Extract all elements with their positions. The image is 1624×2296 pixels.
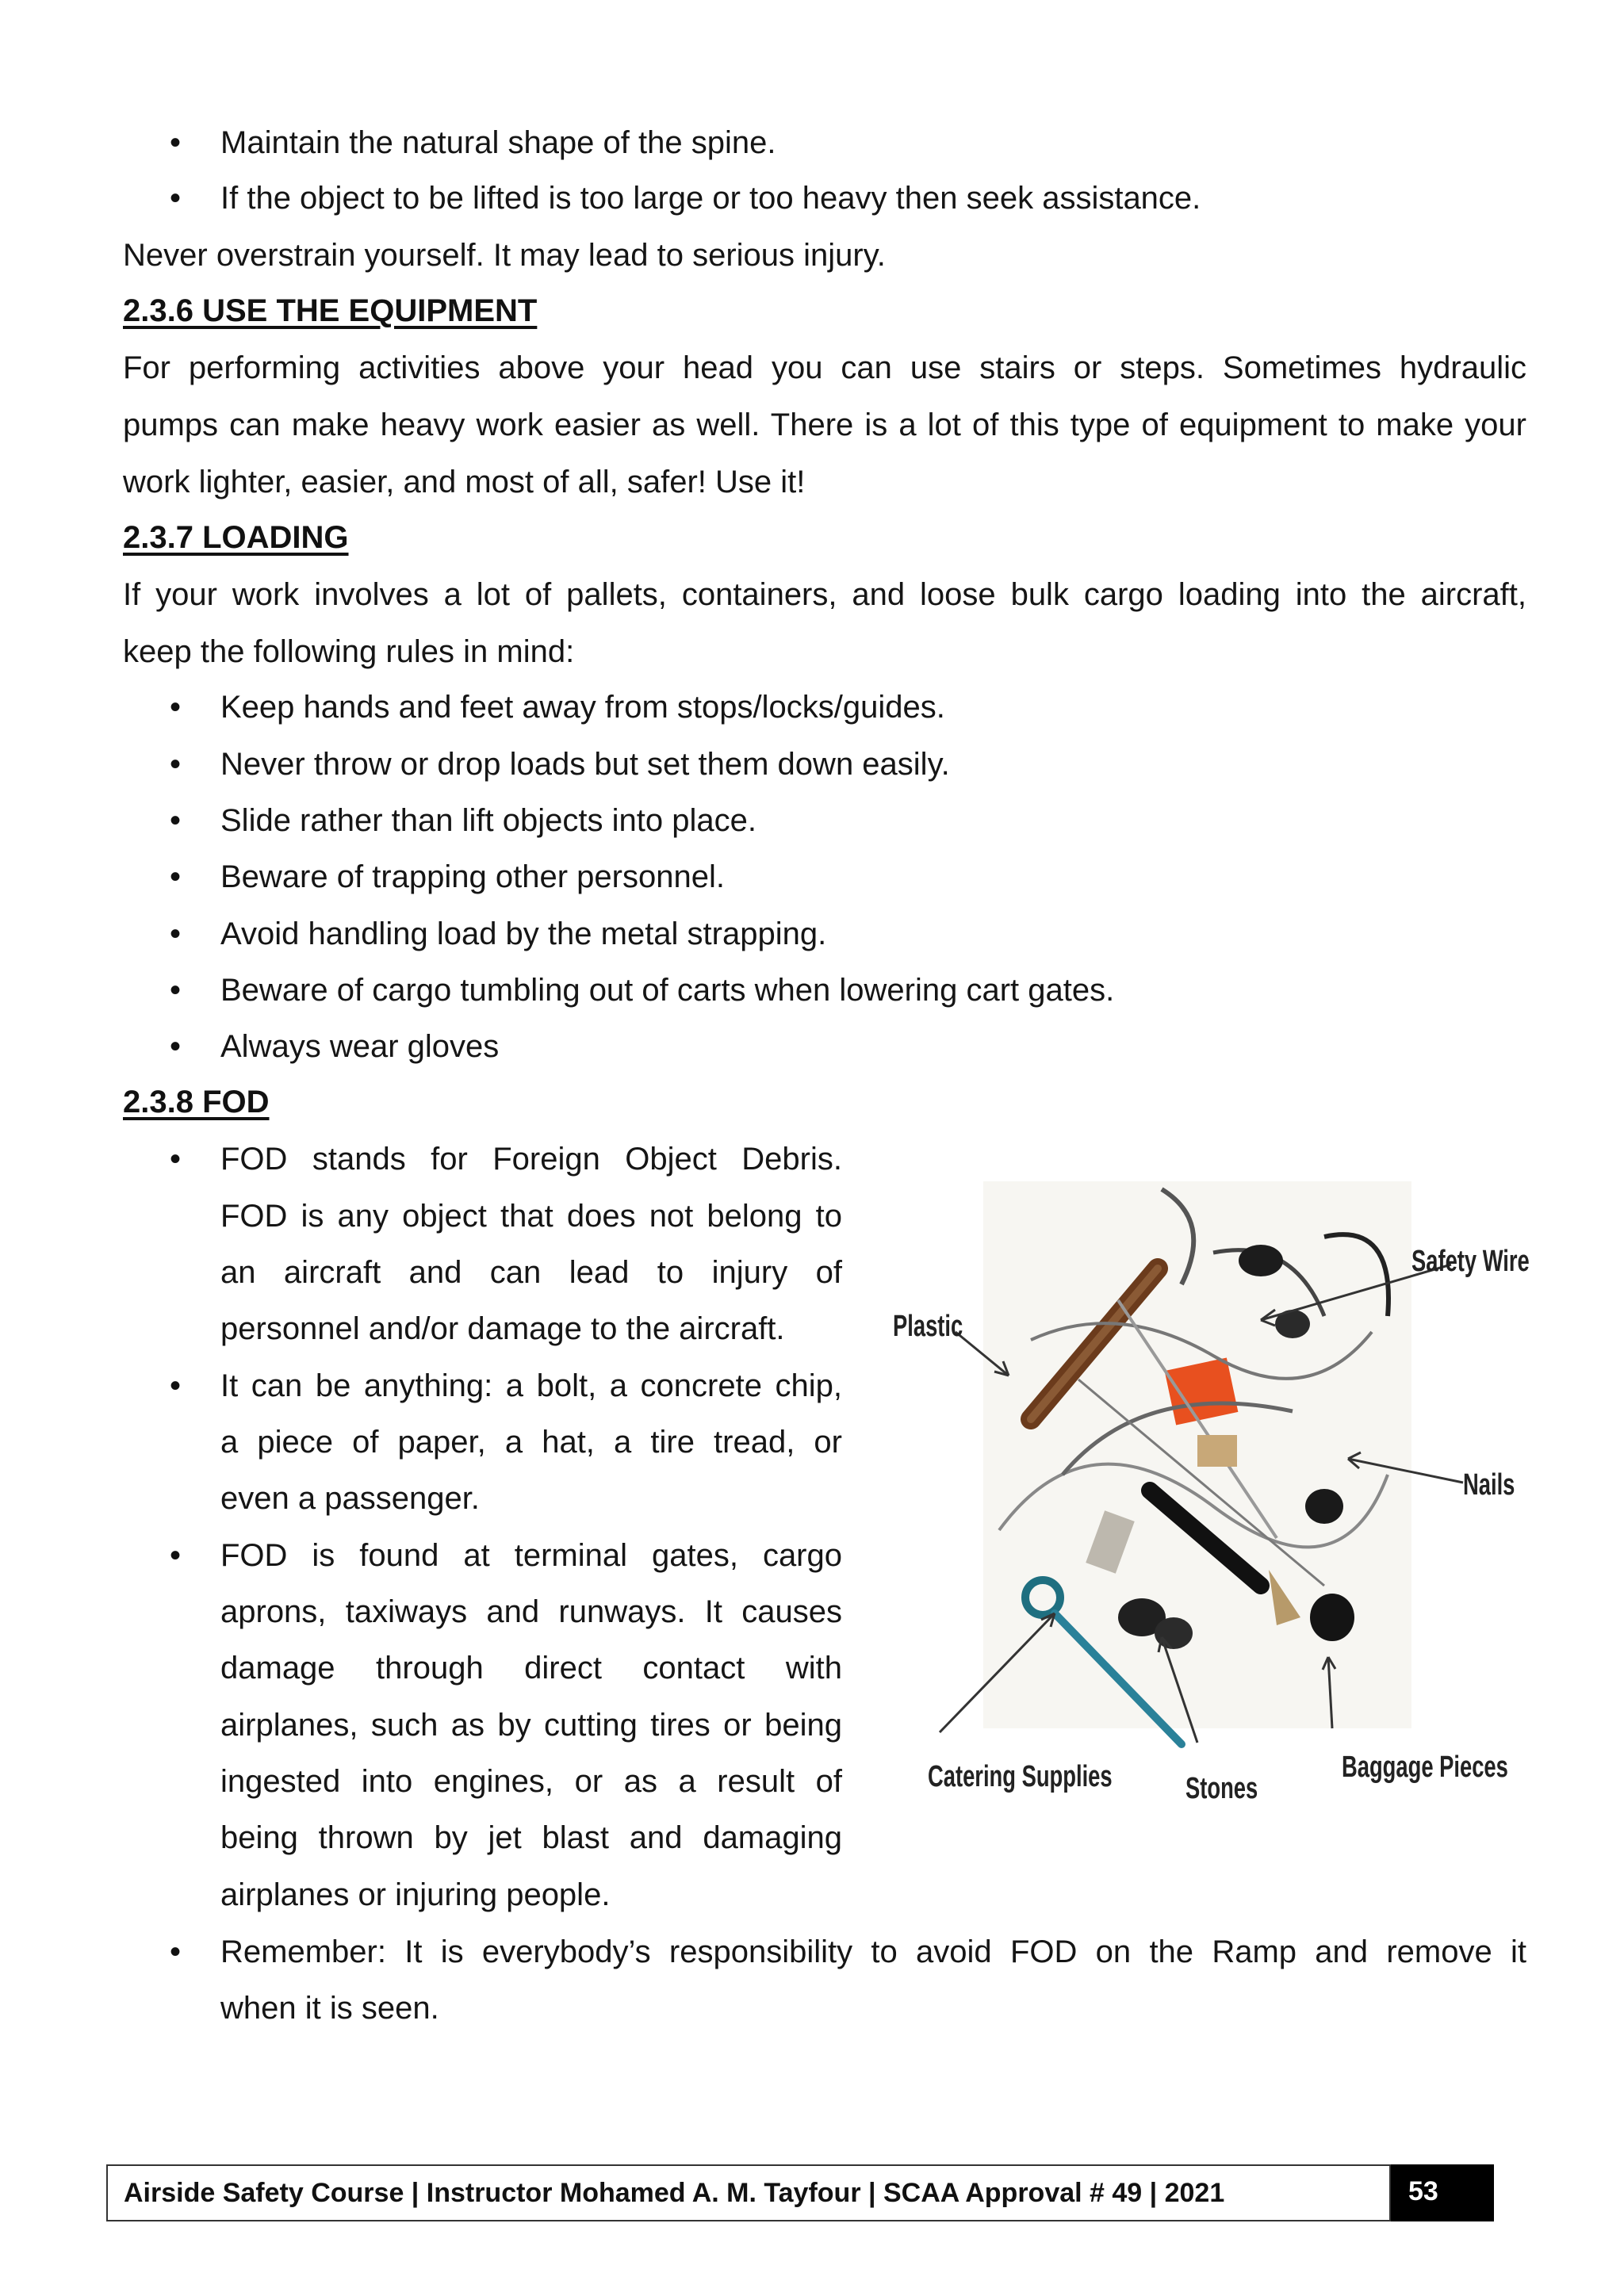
fod-text-line: Remember: It is everybody’s responsibility to avoid FOD on the Ramp and remove it — [220, 1934, 1526, 1969]
section-heading-2-3-6: 2.3.6 USE THE EQUIPMENT — [123, 293, 538, 328]
fod-text-line: aprons, taxiways and runways. It causes — [220, 1594, 842, 1629]
bullet-marker: • — [170, 690, 182, 725]
label-plastic: Plastic — [893, 1310, 963, 1343]
fod-text-line: damage through direct contact with — [220, 1651, 842, 1686]
fod-debris-figure — [880, 1173, 1538, 1823]
fod-text-line: It can be anything: a bolt, a concrete chip, — [220, 1368, 842, 1403]
bullet-marker: • — [170, 859, 182, 894]
bullet-marker: • — [170, 125, 182, 160]
paragraph-line: keep the following rules in mind: — [123, 634, 575, 669]
bullet-marker: • — [170, 916, 182, 951]
paragraph-line: work lighter, easier, and most of all, safer! Use it! — [123, 465, 806, 499]
fod-text-line: airplanes or injuring people. — [220, 1877, 611, 1912]
fod-text-line: even a passenger. — [220, 1481, 480, 1516]
paragraph-line: pumps can make heavy work easier as well. There is a lot of this type of equipment to make your — [123, 408, 1526, 442]
label-baggage-pieces: Baggage Pieces — [1342, 1751, 1508, 1784]
fod-text-line: FOD is found at terminal gates, cargo — [220, 1538, 842, 1573]
bullet-marker: • — [170, 181, 182, 216]
fod-text-line: ingested into engines, or as a result of — [220, 1764, 842, 1799]
fod-text-line: being thrown by jet blast and damaging — [220, 1820, 842, 1855]
bullet-text: Slide rather than lift objects into place. — [220, 803, 756, 838]
footer-text: Airside Safety Course | Instructor Mohamed A. M. Tayfour | SCAA Approval # 49 | 2021 — [124, 2178, 1225, 2208]
bullet-marker: • — [170, 1538, 182, 1573]
fod-text-line: an aircraft and can lead to injury of — [220, 1255, 842, 1290]
bullet-text: Beware of trapping other personnel. — [220, 859, 725, 894]
bullet-marker: • — [170, 747, 182, 782]
bullet-text: Avoid handling load by the metal strapping. — [220, 916, 827, 951]
bullet-text: If the object to be lifted is too large or too heavy then seek assistance. — [220, 181, 1201, 216]
bullet-text: Keep hands and feet away from stops/locks/guides. — [220, 690, 945, 725]
page-number-box — [1391, 2164, 1494, 2221]
section-heading-2-3-7: 2.3.7 LOADING — [123, 520, 349, 555]
fod-text-line: FOD is any object that does not belong to — [220, 1199, 842, 1234]
bullet-marker: • — [170, 803, 182, 838]
bullet-marker: • — [170, 1142, 182, 1177]
fod-text-line: airplanes, such as by cutting tires or being — [220, 1708, 842, 1743]
fod-text-line: FOD stands for Foreign Object Debris. — [220, 1142, 842, 1177]
paragraph-line: For performing activities above your head you can use stairs or steps. Sometimes hydraulic — [123, 350, 1526, 385]
bullet-text: Always wear gloves — [220, 1029, 500, 1064]
label-stones: Stones — [1185, 1772, 1258, 1805]
fod-text-line: personnel and/or damage to the aircraft. — [220, 1311, 785, 1346]
bullet-text: Never throw or drop loads but set them down easily. — [220, 747, 950, 782]
label-nails: Nails — [1463, 1468, 1515, 1502]
bullet-text: Maintain the natural shape of the spine. — [220, 125, 776, 160]
footer — [106, 2164, 1391, 2221]
bullet-text: Beware of cargo tumbling out of carts when lowering cart gates. — [220, 973, 1115, 1008]
body-text: Never overstrain yourself. It may lead to serious injury. — [123, 238, 886, 273]
bullet-marker: • — [170, 1368, 182, 1403]
label-catering-supplies: Catering Supplies — [928, 1760, 1113, 1793]
bullet-marker: • — [170, 1934, 182, 1969]
bullet-marker: • — [170, 973, 182, 1008]
label-safety-wire: Safety Wire — [1411, 1245, 1530, 1278]
fod-text-line: a piece of paper, a hat, a tire tread, or — [220, 1425, 842, 1460]
page-number: 53 — [1408, 2176, 1438, 2206]
fod-text-line: when it is seen. — [220, 1991, 439, 2026]
section-heading-2-3-8: 2.3.8 FOD — [123, 1085, 270, 1119]
bullet-marker: • — [170, 1029, 182, 1064]
paragraph-line: If your work involves a lot of pallets, containers, and loose bulk cargo loading into the aircraft, — [123, 577, 1526, 612]
